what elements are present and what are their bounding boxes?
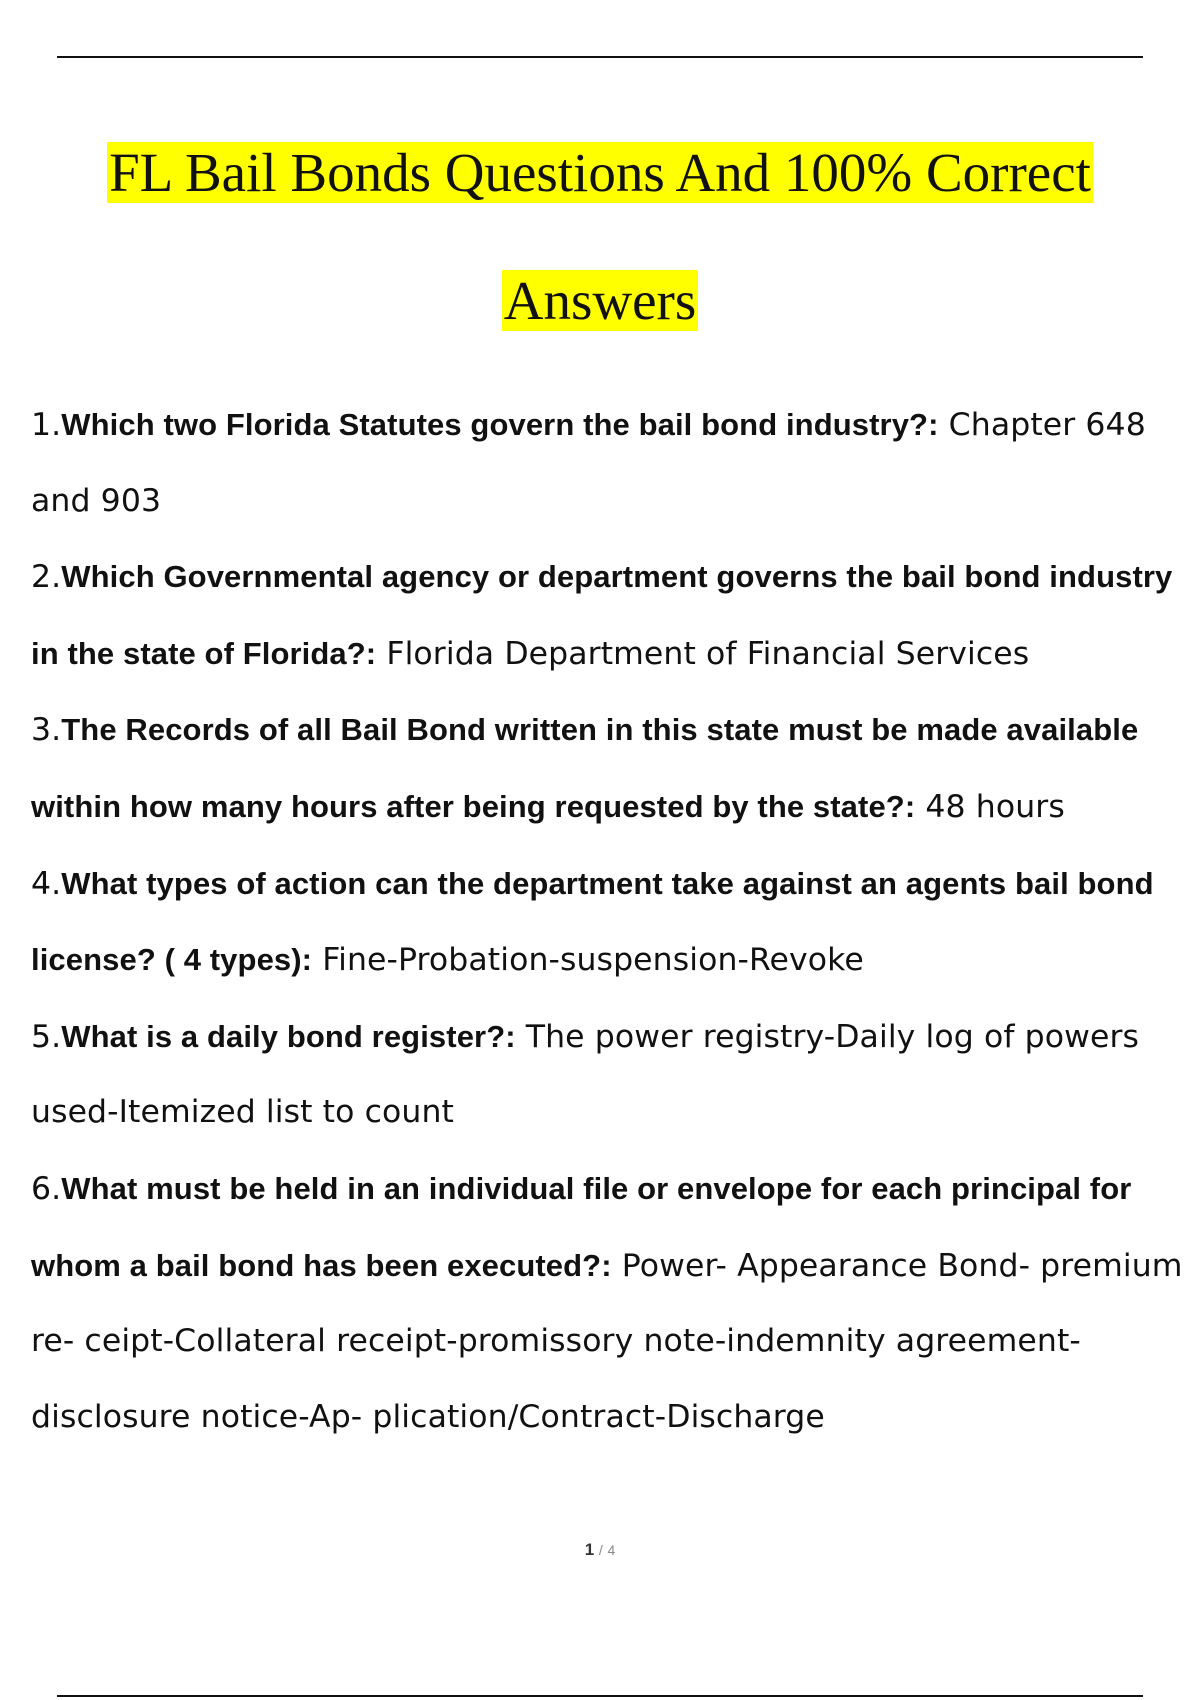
qa-item bbox=[31, 1151, 1191, 1455]
top-rule bbox=[57, 56, 1143, 58]
bottom-rule bbox=[57, 1695, 1143, 1697]
qa-item bbox=[31, 846, 1191, 999]
document-title-line-1 bbox=[0, 140, 1200, 206]
item-number: 3. bbox=[31, 712, 62, 749]
total-pages: 4 bbox=[607, 1542, 616, 1558]
answer-text: The power registry-Daily log of powers used-Itemized list to count bbox=[31, 1018, 1140, 1131]
qa-item bbox=[31, 692, 1191, 845]
answer-text: Fine-Probation-suspension-Revoke bbox=[322, 942, 864, 979]
page-separator: / bbox=[598, 1542, 603, 1558]
document-title-line-2 bbox=[0, 268, 1200, 334]
item-number: 5. bbox=[31, 1018, 62, 1055]
item-number: 6. bbox=[31, 1170, 62, 1207]
qa-list bbox=[31, 387, 1191, 1455]
current-page-number: 1 bbox=[584, 1540, 595, 1559]
answer-text: Power- Appearance Bond- premium re- ceipt-Collateral receipt-promissory note-indemnity agreement-disclosure notice-Ap- plication/Contract-Discharge bbox=[31, 1247, 1183, 1435]
page-indicator bbox=[0, 1540, 1200, 1560]
item-number: 4. bbox=[31, 865, 62, 902]
question-text: Which Governmental agency or department governs the bail bond industry in the state of Florida?: bbox=[31, 559, 1173, 671]
question-text: The Records of all Bail Bond written in this state must be made available within how many hours after being requested by the state?: bbox=[31, 712, 1139, 824]
qa-item bbox=[31, 539, 1191, 692]
question-text: Which two Florida Statutes govern the bail bond industry?: bbox=[61, 407, 939, 442]
question-text: What types of action can the department take against an agents bail bond license? ( 4 types): bbox=[31, 865, 1154, 978]
question-text: What is a daily bond register?: bbox=[61, 1018, 516, 1054]
answer-text: Chapter 648 and 903 bbox=[31, 407, 1146, 519]
answer-text: Florida Department of Financial Services bbox=[386, 635, 1030, 672]
title-highlight: FL Bail Bonds Questions And 100% Correct bbox=[109, 142, 1091, 203]
title-highlight: Answers bbox=[503, 270, 697, 331]
answer-text: 48 hours bbox=[925, 788, 1065, 825]
qa-item bbox=[31, 999, 1191, 1151]
qa-item bbox=[31, 387, 1191, 539]
item-number: 2. bbox=[31, 559, 62, 596]
question-text: What must be held in an individual file or envelope for each principal for whom a bail bond has been executed?: bbox=[31, 1170, 1132, 1283]
item-number: 1. bbox=[31, 407, 62, 443]
